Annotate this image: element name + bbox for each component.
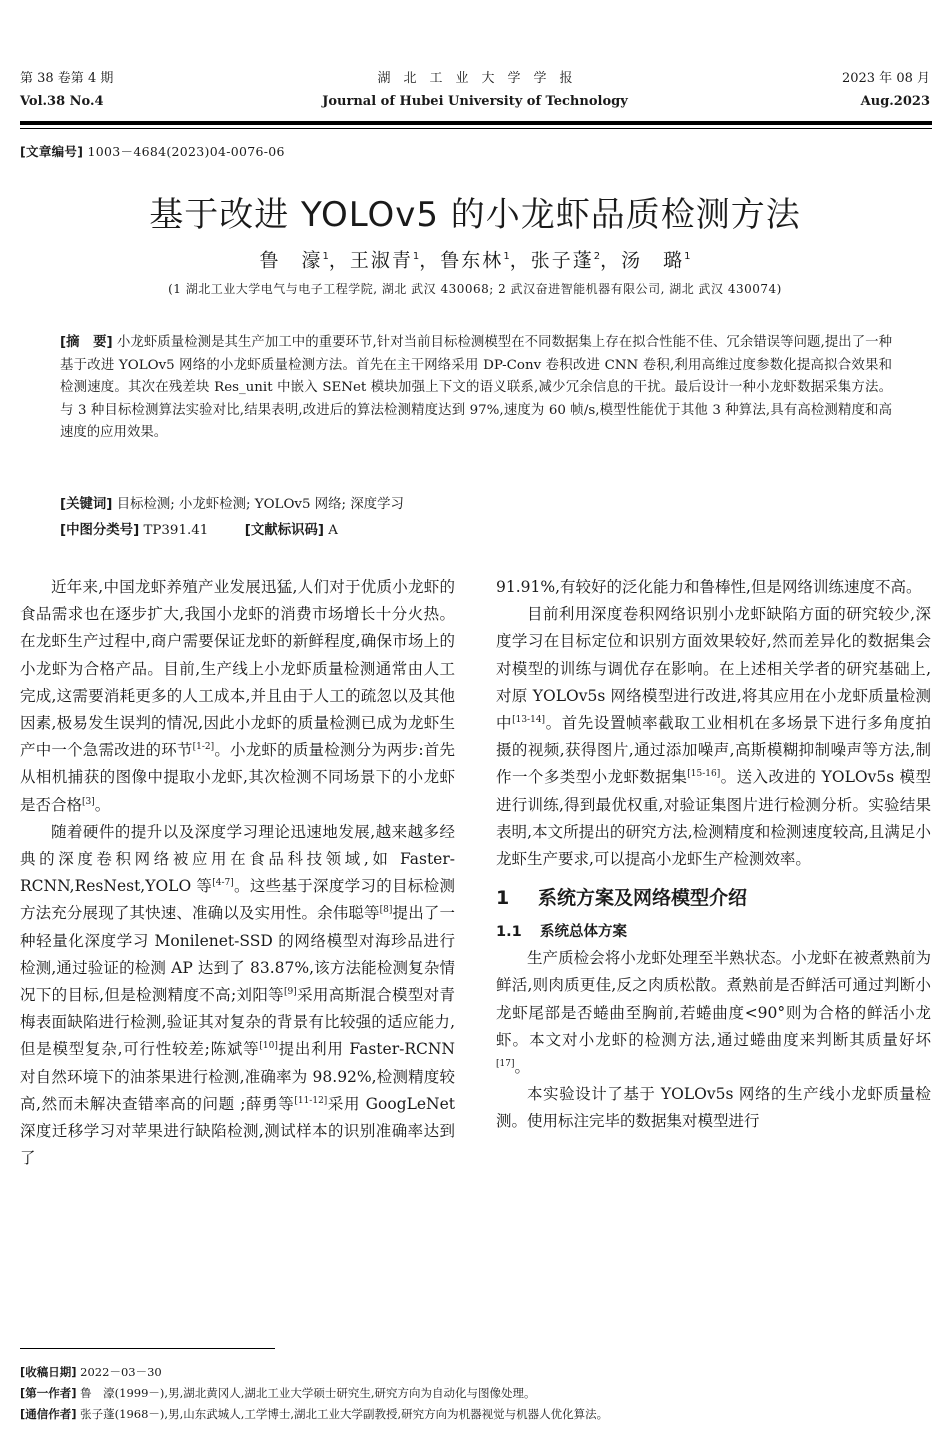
citation: [10] [259, 1041, 278, 1052]
body-text: 采用高斯混合模型对青梅表面缺陷进行检测,验证其对复杂的背景有比较强的适应能力,但是模型复杂,可行性较差;陈斌等 [20, 986, 455, 1059]
citation: [11-12] [294, 1095, 328, 1106]
subsection-title: 系统总体方案 [540, 924, 627, 941]
footnote-value: 鲁 濠(1999－),男,湖北黄冈人,湖北工业大学硕士研究生,研究方向为自动化与图像处理。 [80, 1386, 536, 1400]
body-text: 生产质检会将小龙虾处理至半熟状态。小龙虾在被煮熟前为鲜活,则肉质更佳,反之肉质松散。煮熟前是否鲜活可通过判断小龙虾尾部是否蜷曲至胸前,若蜷曲度<90°则为合格的鲜活小龙虾。本文对小龙虾的检测方法,通过蜷曲度来判断其质量好坏 [496, 949, 931, 1049]
footnote-value: 张子蓬(1968－),男,山东武城人,工学博士,湖北工业大学副教授,研究方向为机器视觉与机器人优化算法。 [80, 1407, 609, 1421]
abstract [60, 332, 892, 445]
body-paragraph: 本实验设计了基于 YOLOv5s 网络的生产线小龙虾质量检测。使用标注完毕的数据集对模型进行 [496, 1085, 931, 1131]
article-number [20, 142, 285, 160]
author-list [0, 244, 950, 273]
body-paragraph [496, 601, 931, 873]
clc-value: TP391.41 [143, 523, 209, 538]
keywords-label: [关键词] [60, 497, 113, 512]
issue-date-en: Aug.2023 [860, 94, 930, 109]
citation: [4-7] [212, 878, 234, 889]
body-column-right [496, 574, 931, 1136]
author-separator: ， [600, 249, 622, 272]
affiliations: (1 湖北工业大学电气与电子工程学院, 湖北 武汉 430068; 2 武汉奋进智能机器有限公司, 湖北 武汉 430074) [168, 282, 782, 296]
footnote-label: [收稿日期] [20, 1365, 77, 1379]
abstract-text: 小龙虾质量检测是其生产加工中的重要环节,针对当前目标检测模型在不同数据集上存在拟合性能不佳、冗余错误等问题,提出了一种基于改进 YOLOv5 网络的小龙虾质量检测方法。首先在主干网络采用 DP-Conv 卷积改进 CNN 卷积,利用高维过度参数化提高拟合效果和检测速度。其次在残差块 Res_unit 中嵌入 SENet 模块加强上下文的语义联系,减少冗余信息的干扰。最后设计一种小龙虾数据采集方法。与 3 种目标检测算法实验对比,结果表明,改进后的算法检测精度达到 97%,速度为 60 帧/s,模型性能优于其他 3 种算法,具有高检测精度和高速度的应用效果。 [60, 335, 892, 441]
section-title: 系统方案及网络模型介绍 [538, 887, 748, 910]
citation: [3] [82, 796, 95, 807]
body-text: 随着硬件的提升以及深度学习理论迅速地发展,越来越多经典的深度卷积网络被应用在食品科技领域,如 Faster-RCNN,ResNest,YOLO 等 [20, 822, 455, 896]
footnote-corresponding [20, 1406, 608, 1422]
clc-label: [中图分类号] [60, 523, 140, 538]
body-text: 提出利用 Faster-RCNN 对自然环境下的油茶果进行检测,准确率为 98.92%,检测精度较高,然而未解决查错率高的问题 ;薛勇等 [20, 1040, 455, 1113]
body-text: 提出了一种轻量化深度学习 Monilenet-SSD 的网络模型对海珍品进行检测,通过验证的检测 AP 达到了 83.87%,该方法能检测复杂情况下的目标,但是检测精度不高;刘阳等 [20, 904, 455, 1005]
citation: [9] [284, 986, 297, 997]
keywords-text: 目标检测; 小龙虾检测; YOLOv5 网络; 深度学习 [116, 497, 404, 512]
abstract-label: [摘 要] [60, 335, 113, 350]
header-rule-thin [20, 128, 932, 129]
citation: [8] [379, 905, 393, 916]
author-name: 鲁 濠 [259, 249, 323, 272]
article-number-value: 1003－4684(2023)04-0076-06 [87, 144, 285, 159]
journal-issue-cn: 第 38 卷第 4 期 [20, 71, 114, 86]
subsection-number: 1.1 [496, 924, 522, 941]
author-separator: ， [328, 249, 350, 272]
author-name: 鲁东林 [440, 249, 504, 272]
citation: [1-2] [192, 742, 215, 753]
journal-issue-en: Vol.38 No.4 [20, 94, 104, 109]
section-heading [496, 883, 931, 913]
subsection-heading [496, 919, 931, 945]
body-paragraph [496, 945, 931, 1081]
body-text: 。 [514, 1058, 530, 1077]
body-text: 。首先设置帧率截取工业相机在多场景下进行多角度拍摄的视频,获得图片,通过添加噪声,高斯模糊抑制噪声等方法,制作一个多类型小龙虾数据集 [496, 714, 931, 787]
author-affil-mark: 1 [412, 251, 420, 262]
body-text: 。送入改进的 YOLOv5s 模型进行训练,得到最优权重,对验证集图片进行检测分析。实验结果表明,本文所提出的研究方法,检测精度和检测速度较高,且满足小龙虾生产要求,可以提高小龙虾生产检测效率。 [496, 768, 931, 869]
author-affil-mark: 1 [684, 251, 691, 262]
citation: [17] [496, 1058, 515, 1069]
section-number: 1 [496, 887, 510, 910]
body-paragraph [20, 574, 455, 819]
citation: [15-16] [687, 769, 721, 780]
author-name: 张子蓬 [530, 249, 594, 272]
header-rule-thick [20, 121, 932, 125]
footnote-first-author [20, 1385, 536, 1401]
body-paragraph: 91.91%,有较好的泛化能力和鲁棒性,但是网络训练速度不高。 [496, 578, 922, 596]
footnote-value: 2022－03－30 [80, 1365, 162, 1379]
author-affil-mark: 2 [593, 251, 601, 262]
journal-name-cn: 湖 北 工 业 大 学 学 报 [377, 71, 573, 86]
author-separator: ， [419, 249, 441, 272]
author-separator: ， [509, 249, 531, 272]
classification [60, 520, 338, 542]
body-paragraph [20, 819, 455, 1173]
footnote-rule [20, 1348, 275, 1349]
doc-code-label: [文献标识码] [244, 523, 324, 538]
issue-date-cn: 2023 年 08 月 [841, 71, 930, 86]
body-text: 。 [94, 795, 111, 814]
footnote-received [20, 1364, 162, 1380]
body-text: 近年来,中国龙虾养殖产业发展迅猛,人们对于优质小龙虾的食品需求也在逐步扩大,我国小龙虾的消费市场增长十分火热。在龙虾生产过程中,商户需要保证龙虾的新鲜程度,确保市场上的小龙虾为合格产品。目前,生产线上小龙虾质量检测通常由人工完成,这需要消耗更多的人工成本,并且由于人工的疏忽以及其他因素,极易发生误判的情况,因此小龙虾的质量检测已成为龙虾生产中一个急需改进的环节 [20, 578, 455, 760]
body-column-left [20, 574, 455, 1172]
author-affil-mark: 1 [503, 251, 510, 262]
footnote-label: [通信作者] [20, 1407, 77, 1421]
author-name: 王淑青 [349, 249, 413, 272]
author-name: 汤 璐 [621, 249, 685, 272]
doc-code-value: A [328, 523, 338, 538]
journal-name-en: Journal of Hubei University of Technology [322, 94, 628, 109]
body-text: 目前利用深度卷积网络识别小龙虾缺陷方面的研究较少,深度学习在目标定位和识别方面效果较好,然而差异化的数据集会对模型的训练与调优存在影响。在上述相关学者的研究基础上,对原 YOLOv5s 网络模型进行改进,将其应用在小龙虾质量检测中 [496, 605, 931, 733]
body-text: 。这些基于深度学习的目标检测方法充分展现了其快速、准确以及实用性。余伟聪等 [20, 877, 455, 923]
footnote-label: [第一作者] [20, 1386, 77, 1400]
article-number-label: [文章编号] [20, 144, 84, 159]
author-affil-mark: 1 [322, 251, 329, 262]
paper-title: 基于改进 YOLOv5 的小龙虾品质检测方法 [149, 195, 801, 235]
body-text: 。小龙虾的质量检测分为两步:首先从相机捕获的图像中提取小龙虾,其次检测不同场景下的小龙虾是否合格 [20, 741, 455, 814]
citation: [13-14] [512, 714, 546, 725]
keywords [60, 494, 404, 516]
body-text: 采用 GoogLeNet 深度迁移学习对苹果进行缺陷检测,测试样本的识别准确率达到了 [20, 1094, 456, 1168]
